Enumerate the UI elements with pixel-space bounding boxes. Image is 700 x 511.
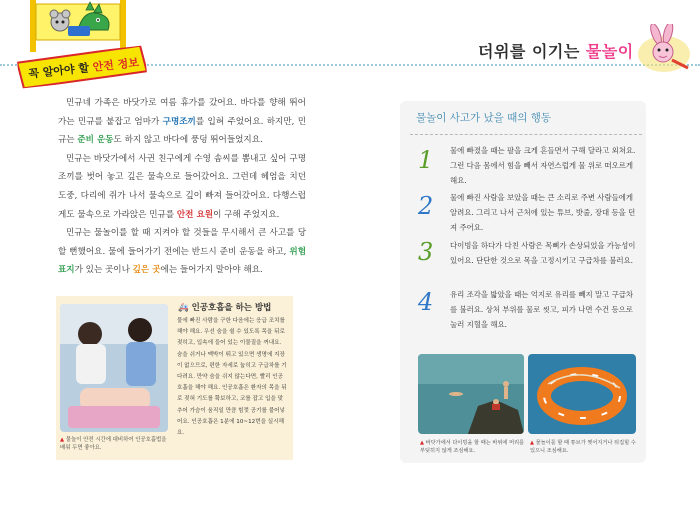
page-title (478, 39, 634, 62)
cpr-practice-photo (60, 304, 168, 432)
ambulance-icon: 🚑 (178, 303, 189, 313)
story-paragraph-3 (58, 224, 306, 280)
title-highlight: 물놀이 (585, 42, 634, 61)
cpr-caption-text: 물놀이 안전 시간에 대비하여 인공호흡법을 배워 두면 좋아요. (60, 437, 167, 451)
caption-triangle-icon: ▲ (420, 440, 424, 446)
caption-triangle-icon: ▲ (530, 440, 534, 446)
panel-divider (410, 134, 642, 135)
badge-prefix: 꼭 알아야 할 (27, 60, 94, 81)
story-paragraph-2 (58, 150, 306, 224)
step-number-3: 3 (418, 238, 434, 266)
story-text-segment: 가 있는 곳이나 (74, 265, 133, 276)
story-text-segment: 도 하지 않고 바다에 풍덩 뛰어들었지요. (113, 135, 263, 146)
story-text-segment: 민규는 바닷가에서 사귄 친구에게 수영 솜씨를 뽐내고 싶어 구명조끼를 벗어 놓고 깊은 물속으로 들어갔어요. 그런데 헤엄을 치던 도중, 다리에 쥐가 나서 물속으로 깊이 빠져 들어갔어요. 다행스럽게도 물속으로 가라앉은 민규를 (58, 153, 306, 220)
step-number-2: 2 (418, 192, 434, 220)
story-paragraph-1 (58, 94, 306, 150)
story-text-segment: 를 입혀 주었어요. 하지만, 민규는 (58, 116, 306, 146)
diving-photo-caption (420, 440, 526, 455)
mascot-sign-illustration (28, 0, 128, 52)
keyword-highlight: 준비 운동 (77, 135, 114, 146)
story-text-segment: 민규는 물놀이를 할 때 지켜야 할 것들을 무시해서 큰 사고를 당할 뻔했어요. 물에 들어가기 전에는 반드시 준비 운동을 하고, (58, 228, 306, 257)
cpr-body-text: 물에 빠진 사람을 구한 다음에는 응급 조치를 해야 해요. 우선 숨을 쉴 수 있도록 목을 뒤로 젖히고, 입속에 들어 있는 이물질을 꺼내요. 숨을 쉬거나 맥박이 뛰고 있으면 생명에 지장이 없으므로, 편한 자세로 눕히고 구급차를 기다려요. 만약 숨을 쉬지 않는다면, 빨리 인공호흡을 해야 해요. 인공호흡은 환자의 목을 뒤로 젖혀 기도를 확보하고, 코를 잡고 입을 맞추어 가슴이 움직일 만큼 힘껏 공기를 불어넣어요. 인공호흡은 1분에 10~12번을 실시해요. (177, 318, 287, 437)
lifebuoy-caption-text: 물놀이를 할 때 튜브가 찢어지거나 뒤집힐 수 있으니 조심해요. (530, 440, 636, 454)
step-number-4: 4 (418, 288, 434, 316)
keyword-highlight: 안전 요원 (176, 209, 214, 220)
step-text-3: 다이빙을 하다가 다친 사람은 목뼈가 손상되었을 가능성이 있어요. 단단한 것으로 목을 고정시키고 구급차를 불러요. (450, 241, 636, 265)
keyword-highlight: 깊은 곳 (132, 265, 161, 276)
lifebuoy-photo-caption (530, 440, 636, 455)
story-text (58, 94, 306, 280)
cpr-title (178, 301, 271, 313)
story-text-segment: 이 구해 주었지요. (213, 209, 280, 220)
panel-title: 물놀이 사고가 났을 때의 행동 (416, 112, 552, 124)
caption-triangle-icon: ▲ (60, 437, 65, 443)
cpr-title-text: 인공호흡을 하는 방법 (191, 303, 272, 313)
keyword-highlight: 위험 표지 (58, 246, 306, 276)
badge-highlight: 안전 정보 (92, 56, 140, 74)
step-text-4: 유리 조각을 밟았을 때는 억지로 유리를 빼지 말고 구급차를 불러요. 상처 부위를 물로 씻고, 피가 나면 수건 등으로 눌러 지혈을 해요. (450, 290, 634, 329)
diving-caption-text: 바닷가에서 다이빙을 할 때는 바위에 머리를 부딪히지 않게 조심해요. (420, 440, 525, 454)
lifebuoy-photo (528, 354, 636, 434)
cpr-photo-caption (60, 436, 172, 452)
rabbit-mascot-icon (634, 24, 694, 74)
diving-photo (418, 354, 524, 434)
step-text-1: 물에 빠졌을 때는 팔을 크게 흔들면서 구해 달라고 외쳐요. 그런 다음 몸에서 힘을 빼서 자연스럽게 물 위로 떠오르게 해요. (450, 146, 636, 185)
story-text-segment: 에는 들어가지 말아야 해요. (160, 265, 263, 276)
step-text-2: 물에 빠진 사람을 보았을 때는 큰 소리로 주변 사람들에게 알려요. 그리고 나서 근처에 있는 튜브, 밧줄, 장대 등을 던져 주어요. (450, 193, 636, 232)
title-prefix: 더위를 이기는 (478, 42, 586, 61)
story-text-segment: 민규네 가족은 바닷가로 여름 휴가를 갔어요. 바다를 향해 뛰어가는 민규를 붙잡고 엄마가 (58, 98, 306, 127)
step-number-1: 1 (418, 146, 434, 174)
keyword-highlight: 구명조끼 (162, 116, 196, 127)
